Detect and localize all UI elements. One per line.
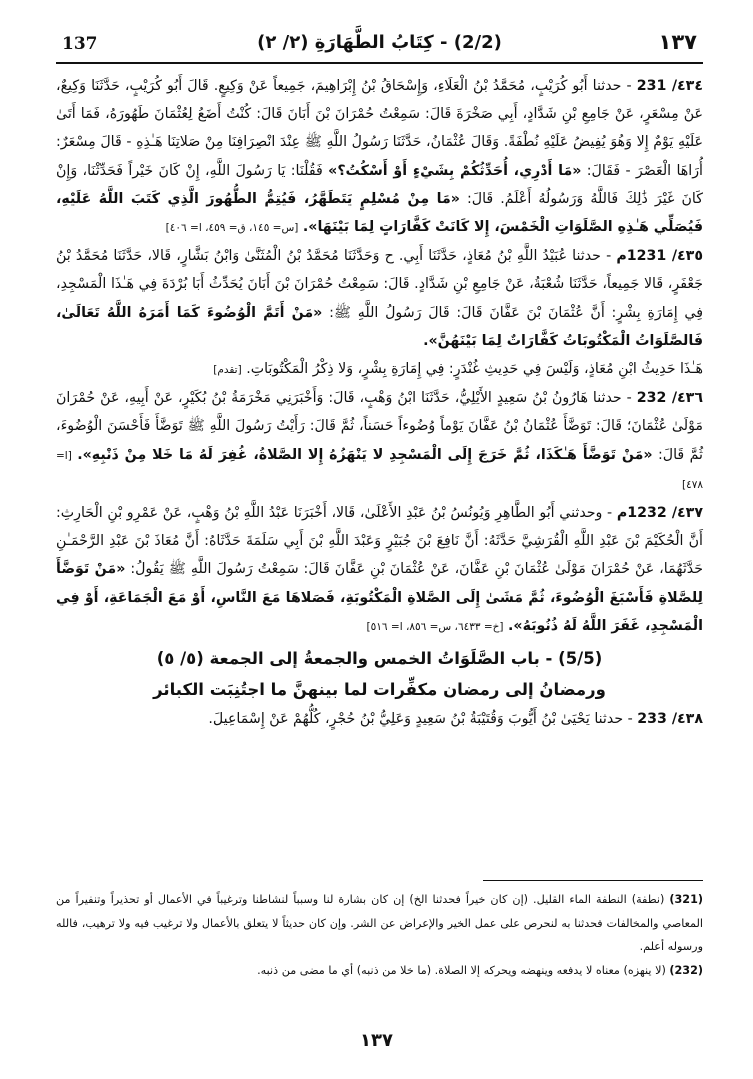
- hadith-437: ٤٣٧/ 1232م - وحدثني أَبُو الطَّاهِرِ وَيُونُسُ بْنُ عَبْدِ الأَعْلَىٰ، قَالا، أَخْبَرَنَا عَبْدُ اللَّهِ بْنُ وَهْبٍ، عَنْ عَمْرِو بْنِ الْحَارِثِ: أَنَّ الْحُكَيْمَ بْنَ عَبْدِ اللَّهِ الْقُرَشِيَّ حَدَّثَهُ: أَنَّ نَافِعَ بْنَ جُبَيْرٍ وَعَبْدَ اللَّهِ بْنَ أَبِي سَلَمَةَ حَدَّثَاهُ: أَنَّ مُعَاذَ بْنَ عَبْدِ الرَّحْمَـٰنِ حَدَّثَهُمَا، عَنْ حُمْرَانَ مَوْلَىٰ عُثْمَانَ بْنِ عَفَّانَ، عَنْ عُثْمَانَ بْنِ عَفَّانَ قَالَ: سَمِعْتُ رَسُولَ اللَّهِ ﷺ يَقُولُ: «مَنْ تَوَضَّأَ لِلصَّلاةِ فَأَسْبَغَ الْوُضُوءَ، ثُمَّ مَشَىٰ إِلَى الصَّلاةِ الْمَكْتُوبَةِ، فَصَلاهَا مَعَ النَّاسِ، أَوْ مَعَ الْجَمَاعَةِ، أَوْ فِي الْمَسْجِدِ، غَفَرَ اللَّهُ لَهُ ذُنُوبَهُ». [خ= ٦٤٣٣، س= ٨٥٦، ا= ٥١٦]: [56, 505, 703, 634]
- hadith-438: ٤٣٨/ 233 - حدثنا يَحْيَىٰ بْنُ أَيُّوبَ وَقُتَيْبَةُ بْنُ سَعِيدٍ وَعَلِيُّ بْنُ حُجْرٍ، كُلُّهُمْ عَنْ إِسْمَاعِيلَ.: [208, 711, 703, 728]
- hadith-matn: «مَا أَدْرِي، أُحَدِّثُكُمْ بِشَيْءٍ أَوْ أَسْكُتُ؟»: [328, 162, 582, 179]
- page-header: [56, 26, 703, 64]
- hadith-reference: [ا= ٤٧٨]: [56, 449, 703, 491]
- hadith-isnad: حدثنا عُبَيْدُ اللَّهِ بْنُ مُعَاذٍ، حَدَّثَنَا أَبِي. ح وَحَدَّثَنَا مُحَمَّدُ بْنُ الْمُثَنَّىٰ وَابْنُ بَشَّارٍ، قَالا، حَدَّثَنَا مُحَمَّدُ بْنُ جَعْفَرٍ، قَالا جَمِيعاً، حَدَّثَنَا شُعْبَةُ، عَنْ جَامِعِ بْنِ شَدَّادٍ. قَالَ: سَمِعْتُ حُمْرَانَ بْنَ أَبَانَ يُحَدِّثُ أَبَا بُرْدَةَ فِي هَـٰذَا الْمَسْجِدِ، فِي إِمَارَةِ بِشْرٍ: أَنَّ عُثْمَانَ بْنَ عَفَّانَ قَالَ: قَالَ رَسُولُ اللَّهِ ﷺ:: [56, 248, 703, 321]
- chapter-heading: [56, 643, 703, 705]
- footnote-number: (232): [669, 963, 703, 977]
- footnote-number: (321): [669, 893, 703, 906]
- hadith-reference: [س= ١٤٥، ق= ٤٥٩، ا= ٤٠٦]: [165, 222, 299, 235]
- hadith-matn: «مَنْ أَتَمَّ الْوُضُوءَ كَمَا أَمَرَهُ اللَّهُ تَعَالَىٰ، فَالصَّلَوَاتُ الْمَكْتُوبَاتُ كَفَّارَاتٌ لِمَا بَيْنَهُنَّ».: [56, 304, 703, 349]
- hadith-436: ٤٣٦/ 232 - حدثنا هَارُونُ بْنُ سَعِيدٍ الأَيْلِيُّ، حَدَّثَنَا ابْنُ وَهْبٍ، قَالَ: وَأَخْبَرَنِي مَخْرَمَةُ بْنُ بُكَيْرٍ، عَنْ أَبِيهِ، عَنْ حُمْرَانَ مَوْلَىٰ عُثْمَانَ؛ قَالَ: تَوَضَّأَ عُثْمَانُ بْنُ عَفَّانَ يَوْماً وُضُوءاً حَسَناً، ثُمَّ قَالَ: رَأَيْتُ رَسُولَ اللَّهِ ﷺ تَوَضَّأَ فَأَحْسَنَ الْوُضُوءَ، ثُمَّ قَالَ: «مَنْ تَوَضَّأَ هَـٰكَذَا، ثُمَّ خَرَجَ إِلَى الْمَسْجِدِ لا يَنْهَزُهُ إِلا الصَّلاةُ، غُفِرَ لَهُ مَا خَلا مِنْ ذَنْبِهِ». [ا= ٤٧٨]: [56, 390, 704, 491]
- chapter-title-line-2: ورمضانُ إلى رمضان مكفِّرات لما بينهنَّ ما اجتُنِبَت الكبائر: [153, 680, 606, 700]
- footnote-text: (لا ينهزه) معناه لا يدفعه وينهضه ويحركه إلا الصلاة. (ما خلا من ذنبه) أي ما مضى من ذنبه.: [257, 963, 666, 977]
- footnotes: [56, 888, 703, 982]
- hadith-isnad: حدثنا أَبُو كُرَيْبٍ، مُحَمَّدُ بْنُ الْعَلَاءِ، وَإِسْحَاقُ بْنُ إِبْرَاهِيمَ، جَمِيعاً عَنْ وَكِيعٍ. قَالَ أَبُو كُرَيْبٍ، حَدَّثَنَا وَكِيعٌ، عَنْ مِسْعَرٍ، عَنْ جَامِعِ بْنِ شَدَّادٍ، أَبِي صَخْرَةَ قَالَ: سَمِعْتُ حُمْرَانَ بْنَ أَبَانَ قَالَ: كُنْتُ أَضَعُ لِعُثْمَانَ طَهُورَهُ، فَمَا أَتَىٰ عَلَيْهِ يَوْمٌ إِلا وَهُوَ يُفِيضُ عَلَيْهِ نُطْفَةً. وَقَالَ عُثْمَانُ، حَدَّثَنَا رَسُولُ اللَّهِ ﷺ عِنْدَ انْصِرَافِنَا مِنْ صَلاتِنَا هَـٰذِهِ - قَالَ مِسْعَرٌ: أُرَاهَا الْعَصْرَ - فَقَالَ:: [56, 78, 703, 179]
- hadith-matn: «مَنْ تَوَضَّأَ لِلصَّلاةِ فَأَسْبَغَ الْوُضُوءَ، ثُمَّ مَشَىٰ إِلَى الصَّلاةِ الْمَكْتُوبَةِ، فَصَلاهَا مَعَ النَّاسِ، أَوْ مَعَ الْجَمَاعَةِ، أَوْ فِي الْمَسْجِدِ، غَفَرَ اللَّهُ لَهُ ذُنُوبَهُ».: [56, 561, 703, 634]
- footnote-separator: [483, 880, 703, 881]
- hadith-number: ٤٣٦/ 232: [636, 390, 703, 407]
- page-number-arabic: ١٣٧: [658, 30, 697, 54]
- hadith-isnad: حدثنا هَارُونُ بْنُ سَعِيدٍ الأَيْلِيُّ، حَدَّثَنَا ابْنُ وَهْبٍ، قَالَ: وَأَخْبَرَنِي مَخْرَمَةُ بْنُ بُكَيْرٍ، عَنْ أَبِيهِ، عَنْ حُمْرَانَ مَوْلَىٰ عُثْمَانَ؛ قَالَ: تَوَضَّأَ عُثْمَانُ بْنُ عَفَّانَ يَوْماً وُضُوءاً حَسَناً، ثُمَّ قَالَ: رَأَيْتُ رَسُولَ اللَّهِ ﷺ تَوَضَّأَ فَأَحْسَنَ الْوُضُوءَ، ثُمَّ قَالَ:: [56, 390, 704, 463]
- hadith-number: ٤٣٧/ 1232م: [616, 505, 703, 522]
- hadith-reference: [تقدم]: [213, 364, 242, 377]
- page-number-latin: 137: [62, 34, 98, 54]
- footnote: [56, 959, 703, 983]
- page-footer-number: ١٣٧: [360, 1030, 393, 1051]
- chapter-title-line-1: (5/5) - باب الصَّلَوَاتُ الخمس والجمعةُ إلى الجمعة (٥/ ٥): [156, 649, 603, 669]
- hadith-note: هَـٰذَا حَدِيثُ ابْنِ مُعَاذٍ، وَلَيْسَ فِي حَدِيثِ غُنْدَرٍ: فِي إِمَارَةِ بِشْرٍ، وَلا ذِكْرُ الْمَكْتُوبَاتِ.: [246, 361, 703, 378]
- hadith-matn: «مَنْ تَوَضَّأَ هَـٰكَذَا، ثُمَّ خَرَجَ إِلَى الْمَسْجِدِ لا يَنْهَزُهُ إِلا الصَّلاةُ، غُفِرَ لَهُ مَا خَلا مِنْ ذَنْبِهِ».: [77, 446, 653, 463]
- main-text: [56, 72, 703, 733]
- hadith-number: ٤٣٥/ 1231م: [616, 248, 703, 265]
- hadith-number: ٤٣٤/ 231: [636, 78, 703, 94]
- footnote: [56, 888, 703, 959]
- hadith-434: ٤٣٤/ 231 - حدثنا أَبُو كُرَيْبٍ، مُحَمَّدُ بْنُ الْعَلَاءِ، وَإِسْحَاقُ بْنُ إِبْرَاهِيمَ، جَمِيعاً عَنْ وَكِيعٍ. قَالَ أَبُو كُرَيْبٍ، حَدَّثَنَا وَكِيعٌ، عَنْ مِسْعَرٍ، عَنْ جَامِعِ بْنِ شَدَّادٍ، أَبِي صَخْرَةَ قَالَ: سَمِعْتُ حُمْرَانَ بْنَ أَبَانَ قَالَ: كُنْتُ أَضَعُ لِعُثْمَانَ طَهُورَهُ، فَمَا أَتَىٰ عَلَيْهِ يَوْمٌ إِلا وَهُوَ يُفِيضُ عَلَيْهِ نُطْفَةً. وَقَالَ عُثْمَانُ، حَدَّثَنَا رَسُولُ اللَّهِ ﷺ عِنْدَ انْصِرَافِنَا مِنْ صَلاتِنَا هَـٰذِهِ - قَالَ مِسْعَرٌ: أُرَاهَا الْعَصْرَ - فَقَالَ: «مَا أَدْرِي، أُحَدِّثُكُمْ بِشَيْءٍ أَوْ أَسْكُتُ؟» فَقُلْنَا: يَا رَسُولَ اللَّهِ، إِنْ كَانَ خَيْراً فَحَدِّثْنَا، وَإِنْ كَانَ غَيْرَ ذَٰلِكَ فَاللَّهُ وَرَسُولُهُ أَعْلَمُ. قَالَ: «مَا مِنْ مُسْلِمٍ يَتَطَهَّرُ، فَيُتِمُّ الطُّهُورَ الَّذِي كَتَبَ اللَّهُ عَلَيْهِ، فَيُصَلِّي هَـٰذِهِ الصَّلَوَاتِ الْخَمْسَ، إِلا كَانَتْ كَفَّارَاتٍ لِمَا بَيْنَهَا». [س= ١٤٥، ق= ٤٥٩، ا= ٤٠٦]: [56, 78, 703, 236]
- running-title: (2/2) - كِتَابُ الطَّهَارَةِ (٢/ ٢): [257, 32, 502, 53]
- hadith-matn-continued: «مَا مِنْ مُسْلِمٍ يَتَطَهَّرُ، فَيُتِمُّ الطُّهُورَ الَّذِي كَتَبَ اللَّهُ عَلَيْهِ، فَيُصَلِّي هَـٰذِهِ الصَّلَوَاتِ الْخَمْسَ، إِلا كَانَتْ كَفَّارَاتٍ لِمَا بَيْنَهَا».: [56, 190, 703, 236]
- hadith-isnad: حدثنا يَحْيَىٰ بْنُ أَيُّوبَ وَقُتَيْبَةُ بْنُ سَعِيدٍ وَعَلِيُّ بْنُ حُجْرٍ، كُلُّهُمْ عَنْ إِسْمَاعِيلَ.: [208, 711, 624, 728]
- hadith-reference: [خ= ٦٤٣٣، س= ٨٥٦، ا= ٥١٦]: [366, 620, 504, 633]
- hadith-number: ٤٣٨/ 233: [637, 711, 703, 728]
- hadith-435: ٤٣٥/ 1231م - حدثنا عُبَيْدُ اللَّهِ بْنُ مُعَاذٍ، حَدَّثَنَا أَبِي. ح وَحَدَّثَنَا مُحَمَّدُ بْنُ الْمُثَنَّىٰ وَابْنُ بَشَّارٍ، قَالا، حَدَّثَنَا مُحَمَّدُ بْنُ جَعْفَرٍ، قَالا جَمِيعاً، حَدَّثَنَا شُعْبَةُ، عَنْ جَامِعِ بْنِ شَدَّادٍ. قَالَ: سَمِعْتُ حُمْرَانَ بْنَ أَبَانَ يُحَدِّثُ أَبَا بُرْدَةَ فِي هَـٰذَا الْمَسْجِدِ، فِي إِمَارَةِ بِشْرٍ: أَنَّ عُثْمَانَ بْنَ عَفَّانَ قَالَ: قَالَ رَسُولُ اللَّهِ ﷺ: «مَنْ أَتَمَّ الْوُضُوءَ كَمَا أَمَرَهُ اللَّهُ تَعَالَىٰ، فَالصَّلَوَاتُ الْمَكْتُوبَاتُ كَفَّارَاتٌ لِمَا بَيْنَهُنَّ». هَـٰذَا حَدِيثُ ابْنِ مُعَاذٍ، وَلَيْسَ فِي حَدِيثِ غُنْدَرٍ: فِي إِمَارَةِ بِشْرٍ، وَلا ذِكْرُ الْمَكْتُوبَاتِ. [تقدم]: [56, 248, 703, 378]
- hadith-isnad-continued: فَقُلْنَا: يَا رَسُولَ اللَّهِ، إِنْ كَانَ خَيْراً فَحَدِّثْنَا، وَإِنْ كَانَ غَيْرَ ذَٰلِكَ فَاللَّهُ وَرَسُولُهُ أَعْلَمُ. قَالَ:: [56, 162, 703, 207]
- footnote-text: (نطفة) النطفة الماء القليل. (إن كان خيراً فحدثنا الخ) إن كان بشارة لنا وسبباً لنشاطنا وترغيباً في الأعمال أو تحذيراً وتنفيراً من المعاصي والمخالفات فحدثنا به لنحرص على عمل الخير والإعراض عن الشر. وإن كان حديثاً لا يتعلق بالأعمال ولا ترغيب فيه ولا ترهيب، فالله ورسوله أعلم.: [56, 893, 703, 953]
- hadith-isnad: وحدثني أَبُو الطَّاهِرِ وَيُونُسُ بْنُ عَبْدِ الأَعْلَىٰ، قَالا، أَخْبَرَنَا عَبْدُ اللَّهِ بْنُ وَهْبٍ، عَنْ عَمْرِو بْنِ الْحَارِثِ: أَنَّ الْحُكَيْمَ بْنَ عَبْدِ اللَّهِ الْقُرَشِيَّ حَدَّثَهُ: أَنَّ نَافِعَ بْنَ جُبَيْرٍ وَعَبْدَ اللَّهِ بْنَ أَبِي سَلَمَةَ حَدَّثَاهُ: أَنَّ مُعَاذَ بْنَ عَبْدِ الرَّحْمَـٰنِ حَدَّثَهُمَا، عَنْ حُمْرَانَ مَوْلَىٰ عُثْمَانَ بْنِ عَفَّانَ، عَنْ عُثْمَانَ بْنِ عَفَّانَ قَالَ: سَمِعْتُ رَسُولَ اللَّهِ ﷺ يَقُولُ:: [56, 505, 703, 578]
